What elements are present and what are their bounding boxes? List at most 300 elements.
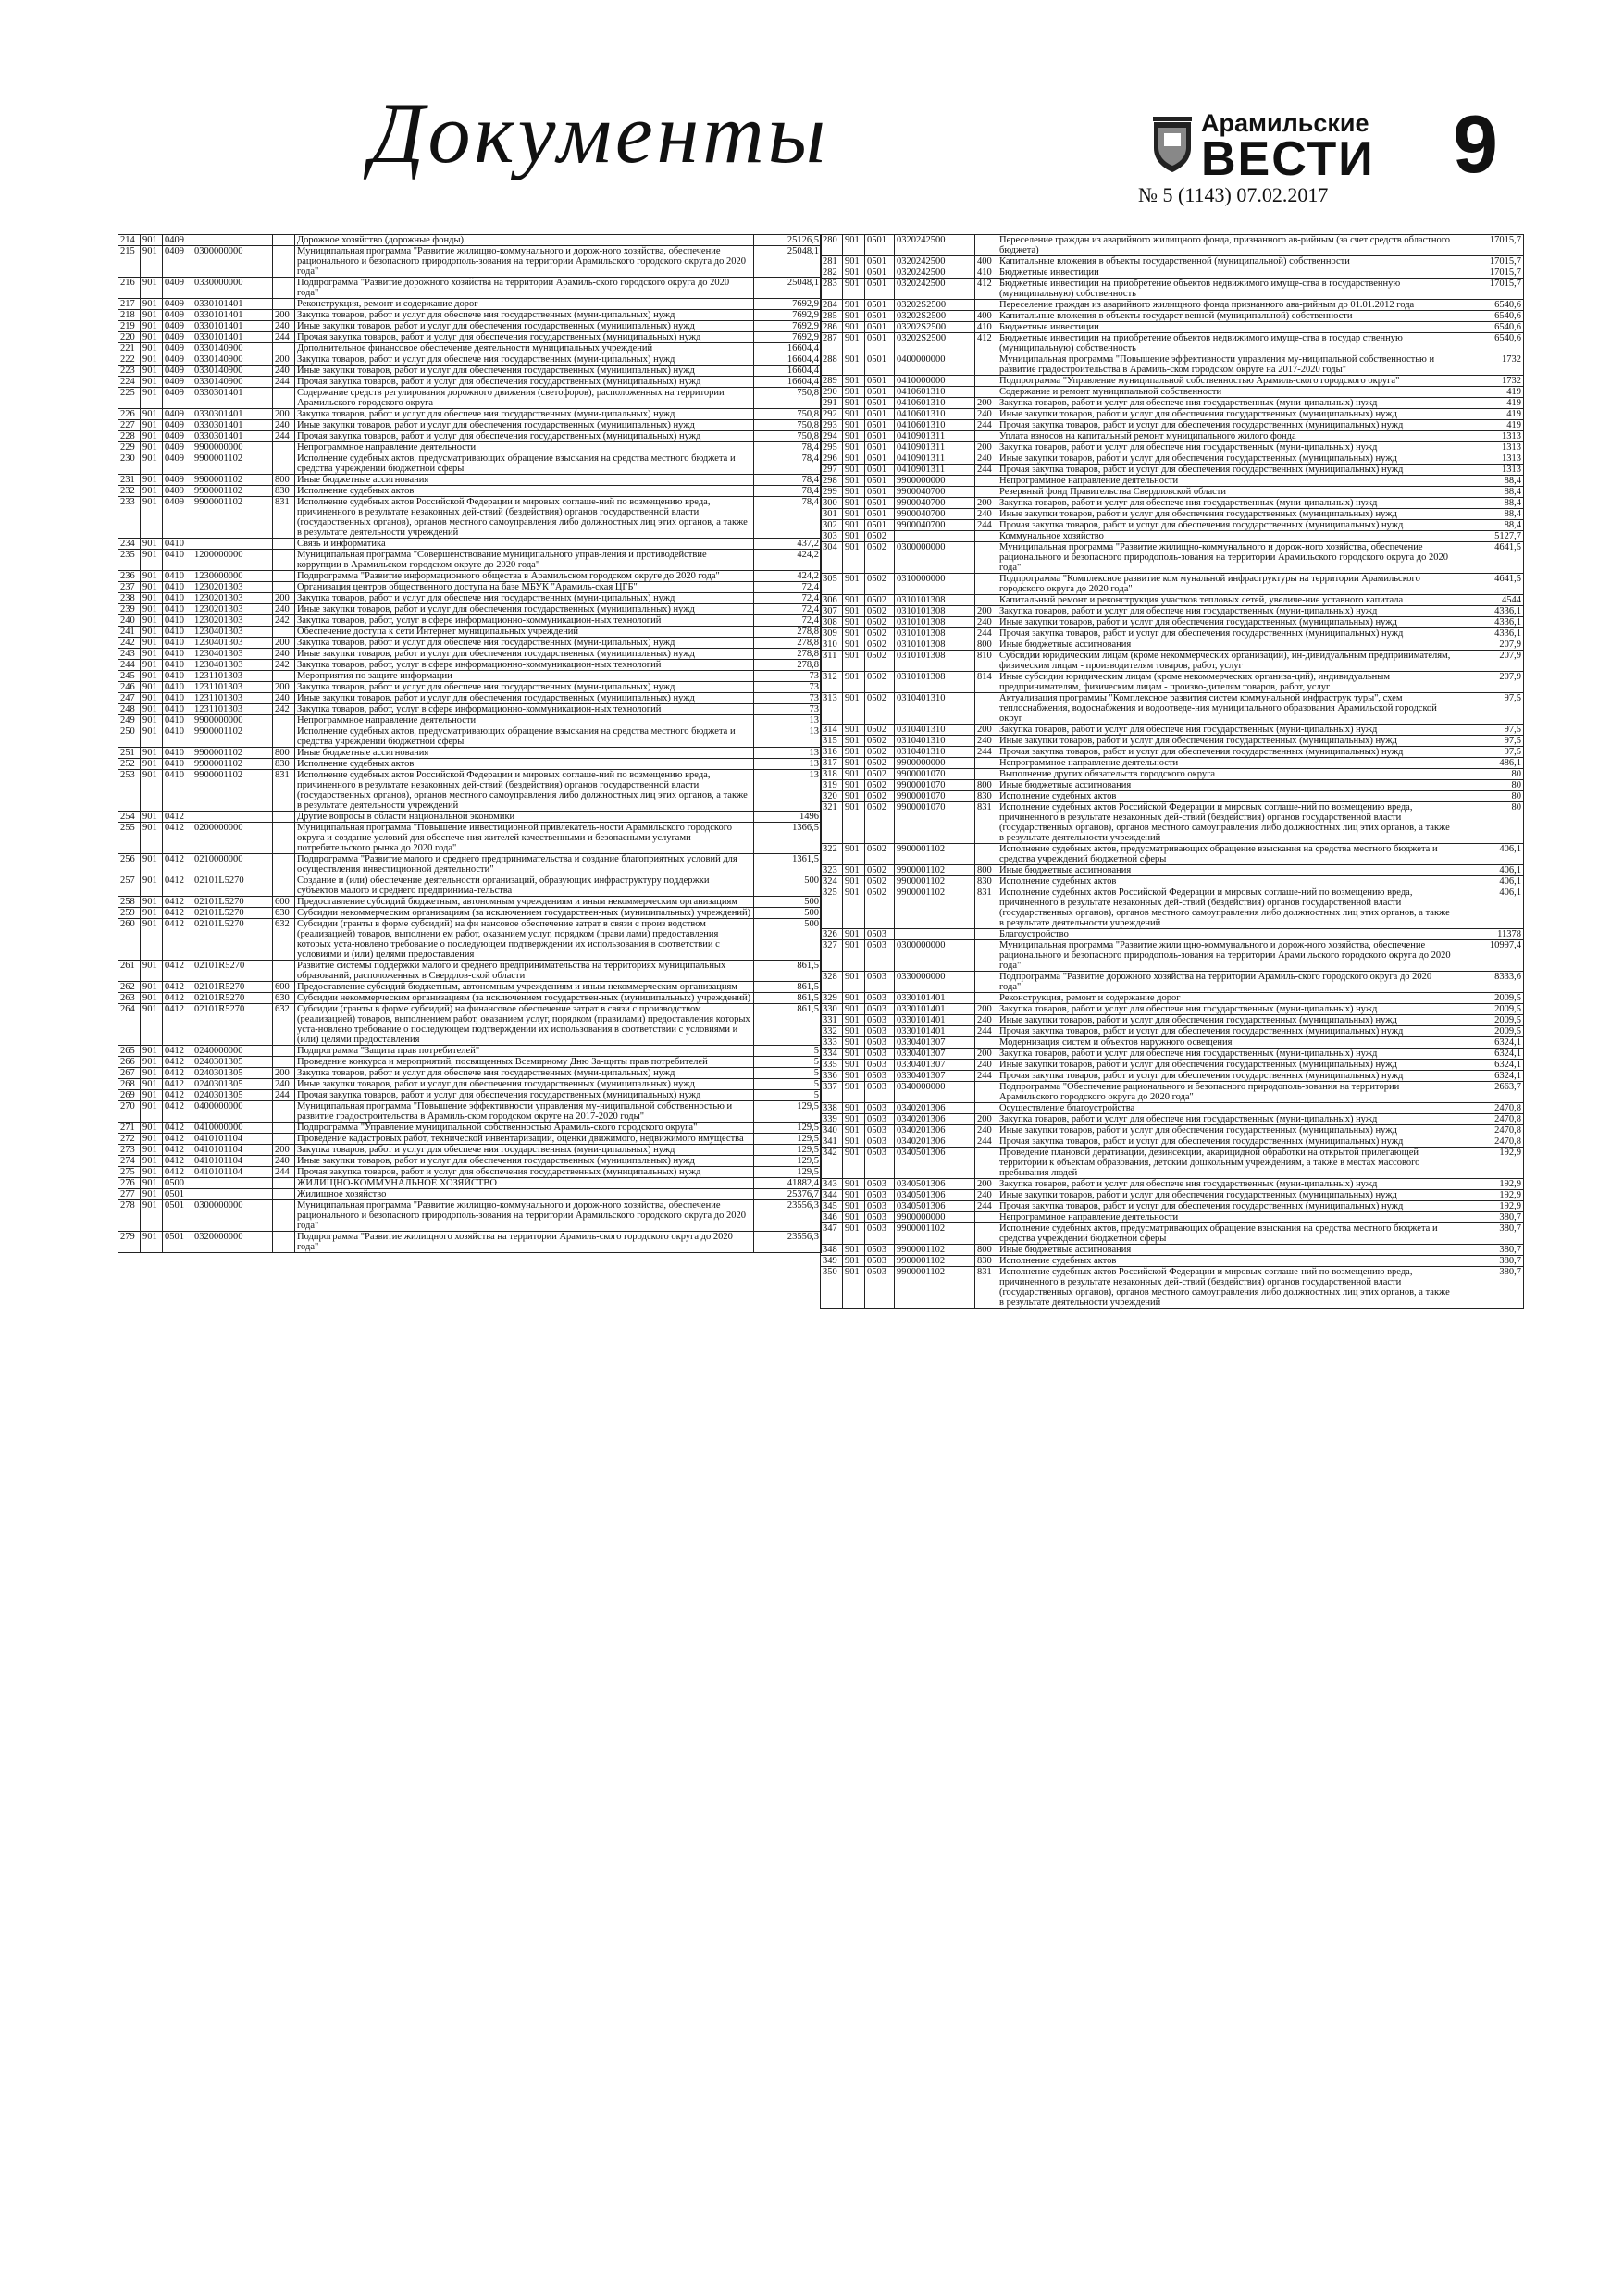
admin-code-cell: 901 [843,1015,865,1026]
target-article-cell: 9900000000 [895,1212,975,1223]
table-row [118,571,822,582]
table-row [821,1212,1524,1223]
item-name-cell: Исполнение судебных актов, предусматривающих обращение взыскания на средства местного бюджета и средства учреждений бюджетной сферы [295,726,754,748]
item-name-cell: Прочая закупка товаров, работ и услуг для обеспечения государственных (муниципальных) нужд [997,1026,1456,1037]
item-name-cell: Муниципальная программа "Повышение инвестиционной привлекатель-ности Арамильского городского округа и создание условий для обеспече-ния жителей качественными и безопасными услугами потребительского рынка до 2020 года" [295,823,754,854]
expense-type-cell [975,1223,997,1245]
section-code-cell: 0503 [865,1125,895,1136]
amount-cell: 192,9 [1456,1201,1524,1212]
item-name-cell: Закупка товаров, работ и услуг для обеспече ния государственных (муни-ципальных) нужд [295,638,754,649]
admin-code-cell: 901 [141,682,163,693]
amount-cell: 41882,4 [754,1178,822,1189]
item-name-cell: Непрограммное направление деятельности [997,1212,1456,1223]
table-row [821,758,1524,769]
table-row [118,550,822,571]
row-number-cell: 346 [821,1212,843,1223]
section-code-cell: 0501 [163,1232,192,1253]
amount-cell: 4336,1 [1456,628,1524,639]
item-name-cell: Иные закупки товаров, работ и услуг для обеспечения государственных (муниципальных) нужд [997,617,1456,628]
amount-cell: 4336,1 [1456,606,1524,617]
row-number-cell: 348 [821,1245,843,1256]
table-row [118,377,822,388]
expense-type-cell: 244 [975,520,997,531]
target-article-cell: 0200000000 [192,823,273,854]
admin-code-cell: 901 [141,704,163,715]
amount-cell: 2009,5 [1456,1026,1524,1037]
table-row [821,498,1524,509]
row-number-cell: 224 [118,377,141,388]
row-number-cell: 266 [118,1057,141,1068]
row-number-cell: 262 [118,982,141,993]
admin-code-cell: 901 [141,897,163,908]
section-code-cell: 0502 [865,628,895,639]
admin-code-cell: 901 [843,844,865,865]
item-name-cell: Закупка товаров, работ, услуг в сфере информационно-коммуникацион-ных технологий [295,704,754,715]
target-article-cell: 1230201303 [192,582,273,593]
amount-cell: 2009,5 [1456,993,1524,1004]
target-article-cell: 9900001102 [192,486,273,497]
target-article-cell: 0330101401 [192,299,273,310]
section-code-cell: 0412 [163,875,192,897]
row-number-cell: 256 [118,854,141,875]
table-row [821,465,1524,476]
target-article-cell: 0340000000 [895,1082,975,1103]
row-number-cell: 303 [821,531,843,542]
item-name-cell: Иные закупки товаров, работ и услуг для обеспечения государственных (муниципальных) нужд [295,321,754,332]
item-name-cell: Исполнение судебных актов Российской Федерации и мировых соглаше-ний по возмещению вреда, причиненного в результате незаконных дей-ствий (бездействия) органов государственной власти (государственных органов), органов местного самоуправления либо должностных лиц этих органов, а также в результате деятельности учреждений [997,1267,1456,1309]
item-name-cell: Закупка товаров, работ и услуг для обеспече ния государственных (муни-ципальных) нужд [295,409,754,420]
expense-type-cell: 240 [975,736,997,747]
target-article-cell: 9900001102 [192,475,273,486]
row-number-cell: 263 [118,993,141,1004]
table-row [821,672,1524,693]
table-row [118,682,822,693]
admin-code-cell: 901 [843,1201,865,1212]
target-article-cell: 9900001102 [192,726,273,748]
item-name-cell: Реконструкция, ремонт и содержание дорог [997,993,1456,1004]
item-name-cell: Закупка товаров, работ и услуг для обеспече ния государственных (муни-ципальных) нужд [295,682,754,693]
admin-code-cell: 901 [141,332,163,343]
amount-cell: 419 [1456,398,1524,409]
expense-type-cell: 240 [975,1190,997,1201]
expense-type-cell: 240 [273,604,295,615]
section-code-cell: 0502 [865,595,895,606]
item-name-cell: Закупка товаров, работ и услуг для обеспече ния государственных (муни-ципальных) нужд [295,310,754,321]
row-number-cell: 315 [821,736,843,747]
budget-table-left-body [118,235,822,1253]
amount-cell: 424,2 [754,571,822,582]
amount-cell: 72,4 [754,593,822,604]
section-code-cell: 0503 [865,1136,895,1148]
section-code-cell: 0412 [163,897,192,908]
row-number-cell: 317 [821,758,843,769]
target-article-cell: 02101L5270 [192,897,273,908]
item-name-cell: Прочая закупка товаров, работ и услуг для обеспечения государственных (муниципальных) нужд [997,1136,1456,1148]
section-code-cell: 0503 [865,929,895,940]
expense-type-cell: 831 [975,802,997,844]
admin-code-cell: 901 [843,300,865,311]
item-name-cell: Благоустройство [997,929,1456,940]
admin-code-cell: 901 [843,1267,865,1309]
expense-type-cell [975,431,997,442]
row-number-cell: 314 [821,725,843,736]
amount-cell: 7692,9 [754,321,822,332]
item-name-cell: Непрограммное направление деятельности [997,758,1456,769]
row-number-cell: 271 [118,1123,141,1134]
row-number-cell: 325 [821,887,843,929]
expense-type-cell: 800 [975,1245,997,1256]
table-row [821,235,1524,256]
amount-cell: 192,9 [1456,1148,1524,1179]
target-article-cell: 0400000000 [192,1101,273,1123]
row-number-cell: 336 [821,1071,843,1082]
table-row [821,747,1524,758]
target-article-cell: 1230401303 [192,649,273,660]
row-number-cell: 225 [118,388,141,409]
expense-type-cell [975,972,997,993]
item-name-cell: Прочая закупка товаров, работ и услуг для обеспечения государственных (муниципальных) нужд [295,332,754,343]
expense-type-cell [273,1232,295,1253]
expense-type-cell: 200 [273,409,295,420]
expense-type-cell [273,671,295,682]
admin-code-cell: 901 [141,1046,163,1057]
expense-type-cell: 240 [975,1060,997,1071]
item-name-cell: Коммунальное хозяйство [997,531,1456,542]
expense-type-cell: 244 [273,332,295,343]
item-name-cell: Капитальный ремонт и реконструкция участков тепловых сетей, увеличе-ние уставного капитала [997,595,1456,606]
item-name-cell: Муниципальная программа "Развитие жилищно-коммунального и дорож-ного хозяйства, обеспечение рационального и безопасного природополь-зования на территории Арамильского городского округа до 2020 года" [997,542,1456,574]
table-row [821,1223,1524,1245]
amount-cell: 278,8 [754,660,822,671]
item-name-cell: Прочая закупка товаров, работ и услуг для обеспечения государственных (муниципальных) нужд [997,520,1456,531]
section-code-cell: 0410 [163,649,192,660]
row-number-cell: 326 [821,929,843,940]
target-article-cell: 0340201306 [895,1136,975,1148]
target-article-cell: 0330140900 [192,354,273,366]
right-column [820,234,1523,1309]
row-number-cell: 221 [118,343,141,354]
admin-code-cell: 901 [843,876,865,887]
row-number-cell: 298 [821,476,843,487]
admin-code-cell: 901 [141,1232,163,1253]
row-number-cell: 253 [118,770,141,812]
expense-type-cell [975,387,997,398]
table-row [118,409,822,420]
row-number-cell: 273 [118,1145,141,1156]
admin-code-cell: 901 [141,715,163,726]
admin-code-cell: 901 [843,311,865,322]
target-article-cell: 0310401310 [895,747,975,758]
item-name-cell: Актуализация программы "Комплексное развития систем коммунальной инфраструк туры", схем теплоснабжения, водоснабжения и водоотведе-ния муниципального образования Арамильской городской округ [997,693,1456,725]
section-code-cell: 0409 [163,299,192,310]
section-code-cell: 0501 [865,476,895,487]
row-number-cell: 295 [821,442,843,453]
target-article-cell: 03202S2500 [895,333,975,354]
item-name-cell: Закупка товаров, работ и услуг для обеспече ния государственных (муни-ципальных) нужд [295,1145,754,1156]
amount-cell: 406,1 [1456,865,1524,876]
item-name-cell: Иные бюджетные ассигнования [997,1245,1456,1256]
admin-code-cell: 901 [843,398,865,409]
amount-cell: 192,9 [1456,1190,1524,1201]
amount-cell: 25048,1 [754,246,822,278]
target-article-cell: 0240301305 [192,1057,273,1068]
admin-code-cell: 901 [843,431,865,442]
expense-type-cell: 400 [975,311,997,322]
section-code-cell: 0501 [865,387,895,398]
target-article-cell: 9900001070 [895,791,975,802]
section-code-cell: 0503 [865,1015,895,1026]
expense-type-cell [273,1189,295,1200]
table-row [118,770,822,812]
target-article-cell: 0340501306 [895,1179,975,1190]
item-name-cell: Прочая закупка товаров, работ и услуг для обеспечения государственных (муниципальных) нужд [997,747,1456,758]
target-article-cell: 1200000000 [192,550,273,571]
section-code-cell: 0409 [163,377,192,388]
target-article-cell: 0340201306 [895,1125,975,1136]
expense-type-cell: 240 [975,509,997,520]
amount-cell: 750,8 [754,388,822,409]
item-name-cell: Подпрограмма "Управление муниципальной собственностью Арамиль-ского городского округа" [997,376,1456,387]
amount-cell: 4641,5 [1456,542,1524,574]
section-code-cell: 0502 [865,693,895,725]
target-article-cell: 1231101303 [192,704,273,715]
row-number-cell: 297 [821,465,843,476]
section-code-cell: 0502 [865,780,895,791]
section-code-cell: 0409 [163,354,192,366]
target-article-cell: 9900001102 [192,748,273,759]
section-code-cell: 0412 [163,993,192,1004]
item-name-cell: Иные субсидии юридическим лицам (кроме некоммерческих организа-ций), индивидуальным предпринимателям, физическим лицам - произво-дителям товаров, работ, услуг [997,672,1456,693]
expense-type-cell: 800 [975,865,997,876]
admin-code-cell: 901 [141,354,163,366]
admin-code-cell: 901 [843,1082,865,1103]
admin-code-cell: 901 [843,929,865,940]
section-code-cell: 0503 [865,1071,895,1082]
item-name-cell: Содержание и ремонт муниципальной собственности [997,387,1456,398]
section-code-cell: 0501 [865,267,895,279]
target-article-cell: 0410601310 [895,420,975,431]
section-code-cell: 0500 [163,1178,192,1189]
expense-type-cell: 240 [273,366,295,377]
row-number-cell: 240 [118,615,141,627]
row-number-cell: 299 [821,487,843,498]
table-row [821,865,1524,876]
section-code-cell: 0501 [865,354,895,376]
expense-type-cell: 630 [273,908,295,919]
expense-type-cell [273,1101,295,1123]
expense-type-cell [975,487,997,498]
section-code-cell: 0501 [865,256,895,267]
target-article-cell: 0330301401 [192,431,273,442]
item-name-cell: Исполнение судебных актов [997,791,1456,802]
expense-type-cell: 244 [273,431,295,442]
amount-cell: 129,5 [754,1134,822,1145]
expense-type-cell: 800 [975,780,997,791]
amount-cell: 23556,3 [754,1232,822,1253]
item-name-cell: Субсидии юридическим лицам (кроме некоммерческих организаций), ин-дивидуальным предпринимателям, физическим лицам - производителям товаров, работ, услуг [997,651,1456,672]
amount-cell: 861,5 [754,993,822,1004]
item-name-cell: Исполнение судебных актов Российской Федерации и мировых соглаше-ний по возмещению вреда, причиненного в результате незаконных дей-ствий (бездействия) органов государственной власти (государственных органов), органов местного самоуправления либо должностных лиц этих органов, а также в результате деятельности учреждений [295,770,754,812]
item-name-cell: Закупка товаров, работ и услуг для обеспече ния государственных (муни-ципальных) нужд [295,593,754,604]
target-article-cell: 9900001070 [895,769,975,780]
section-code-cell: 0410 [163,671,192,682]
expense-type-cell [273,278,295,299]
section-code-cell: 0412 [163,1068,192,1079]
admin-code-cell: 901 [141,812,163,823]
admin-code-cell: 901 [843,531,865,542]
row-number-cell: 302 [821,520,843,531]
admin-code-cell: 901 [141,649,163,660]
table-row [118,366,822,377]
admin-code-cell: 901 [141,1068,163,1079]
amount-cell: 25376,7 [754,1189,822,1200]
target-article-cell: 9900001102 [895,865,975,876]
admin-code-cell: 901 [141,919,163,961]
target-article-cell: 9900001102 [895,876,975,887]
amount-cell: 17015,7 [1456,235,1524,256]
target-article-cell: 0410101104 [192,1167,273,1178]
item-name-cell: Непрограммное направление деятельности [295,442,754,453]
item-name-cell: Прочая закупка товаров, работ и услуг для обеспечения государственных (муниципальных) нужд [997,465,1456,476]
target-article-cell: 0310101308 [895,617,975,628]
table-row [821,542,1524,574]
admin-code-cell: 901 [141,693,163,704]
row-number-cell: 306 [821,595,843,606]
admin-code-cell: 901 [141,1200,163,1232]
item-name-cell: Иные закупки товаров, работ и услуг для обеспечения государственных (муниципальных) нужд [295,649,754,660]
expense-type-cell [975,376,997,387]
table-row [821,509,1524,520]
item-name-cell: Проведение плановой дератизации, дезинсекции, акарицидной обработки на открытой прилегающей территории к объектам образования, детским дошкольным учреждениям, а также в местах массового пребывания людей [997,1148,1456,1179]
item-name-cell: Иные бюджетные ассигнования [997,639,1456,651]
target-article-cell: 0310000000 [895,574,975,595]
item-name-cell: Закупка товаров, работ и услуг для обеспече ния государственных (муни-ципальных) нужд [997,725,1456,736]
item-name-cell: Исполнение судебных актов, предусматривающих обращение взыскания на средства местного бюджета и средства учреждений бюджетной сферы [997,844,1456,865]
admin-code-cell: 901 [843,1223,865,1245]
target-article-cell: 9900001102 [192,759,273,770]
expense-type-cell [273,823,295,854]
expense-type-cell: 410 [975,267,997,279]
admin-code-cell: 901 [843,1190,865,1201]
table-row [118,420,822,431]
budget-table-left [118,234,822,1253]
amount-cell: 5 [754,1079,822,1090]
expense-type-cell [273,715,295,726]
admin-code-cell: 901 [141,1156,163,1167]
expense-type-cell [273,854,295,875]
expense-type-cell [975,574,997,595]
row-number-cell: 272 [118,1134,141,1145]
section-code-cell: 0503 [865,1026,895,1037]
expense-type-cell [975,542,997,574]
table-row [821,844,1524,865]
admin-code-cell: 901 [141,246,163,278]
amount-cell: 1313 [1456,431,1524,442]
table-row [821,940,1524,972]
section-code-cell: 0502 [865,725,895,736]
amount-cell: 23556,3 [754,1200,822,1232]
item-name-cell: Муниципальная программа "Повышение эффективности управления му-ниципальной собственностью и развитие градостроительства в Арамиль-ском городском округе на 2017-2020 годы" [295,1101,754,1123]
admin-code-cell: 901 [843,887,865,929]
amount-cell: 80 [1456,791,1524,802]
amount-cell: 1313 [1456,442,1524,453]
table-row [821,531,1524,542]
section-code-cell: 0501 [865,509,895,520]
target-article-cell: 0320242500 [895,256,975,267]
expense-type-cell [273,550,295,571]
admin-code-cell: 901 [843,267,865,279]
admin-code-cell: 901 [141,388,163,409]
table-row [118,693,822,704]
target-article-cell: 0330301401 [192,409,273,420]
expense-type-cell: 200 [975,1049,997,1060]
expense-type-cell: 240 [273,321,295,332]
target-article-cell: 0410101104 [192,1134,273,1145]
admin-code-cell: 901 [843,476,865,487]
table-row [821,725,1524,736]
target-article-cell: 9900001102 [192,453,273,475]
item-name-cell: Закупка товаров, работ и услуг для обеспече ния государственных (муни-ципальных) нужд [295,1068,754,1079]
row-number-cell: 337 [821,1082,843,1103]
table-row [118,321,822,332]
admin-code-cell: 901 [843,628,865,639]
amount-cell: 419 [1456,409,1524,420]
expense-type-cell [273,726,295,748]
item-name-cell: Закупка товаров, работ и услуг для обеспече ния государственных (муни-ципальных) нужд [997,1114,1456,1125]
target-article-cell: 0330101401 [192,310,273,321]
amount-cell: 13 [754,726,822,748]
amount-cell: 129,5 [754,1123,822,1134]
target-article-cell: 03202S2500 [895,300,975,311]
expense-type-cell: 600 [273,897,295,908]
amount-cell: 80 [1456,780,1524,791]
item-name-cell: Иные закупки товаров, работ и услуг для обеспечения государственных (муниципальных) нужд [997,1060,1456,1071]
amount-cell: 5127,7 [1456,531,1524,542]
expense-type-cell: 600 [273,982,295,993]
row-number-cell: 291 [821,398,843,409]
item-name-cell: Осуществление благоустройства [997,1103,1456,1114]
table-row [118,1145,822,1156]
row-number-cell: 219 [118,321,141,332]
table-row [118,897,822,908]
amount-cell: 25048,1 [754,278,822,299]
section-code-cell: 0410 [163,638,192,649]
amount-cell: 5 [754,1057,822,1068]
row-number-cell: 234 [118,539,141,550]
expense-type-cell: 200 [273,1145,295,1156]
amount-cell: 1732 [1456,354,1524,376]
target-article-cell: 0310101308 [895,606,975,617]
section-code-cell: 0501 [865,487,895,498]
admin-code-cell: 901 [843,639,865,651]
item-name-cell: Закупка товаров, работ и услуг для обеспече ния государственных (муни-ципальных) нужд [997,1049,1456,1060]
target-article-cell: 1231101303 [192,671,273,682]
table-row [821,1103,1524,1114]
item-name-cell: Прочая закупка товаров, работ и услуг для обеспечения государственных (муниципальных) нужд [295,1167,754,1178]
table-row [821,322,1524,333]
row-number-cell: 230 [118,453,141,475]
section-code-cell: 0412 [163,1123,192,1134]
expense-type-cell [273,246,295,278]
expense-type-cell: 632 [273,1004,295,1046]
item-name-cell: Исполнение судебных актов [997,1256,1456,1267]
target-article-cell: 0410901311 [895,453,975,465]
expense-type-cell: 400 [975,256,997,267]
amount-cell: 406,1 [1456,844,1524,865]
expense-type-cell [975,300,997,311]
target-article-cell: 9900000000 [192,715,273,726]
table-row [821,487,1524,498]
